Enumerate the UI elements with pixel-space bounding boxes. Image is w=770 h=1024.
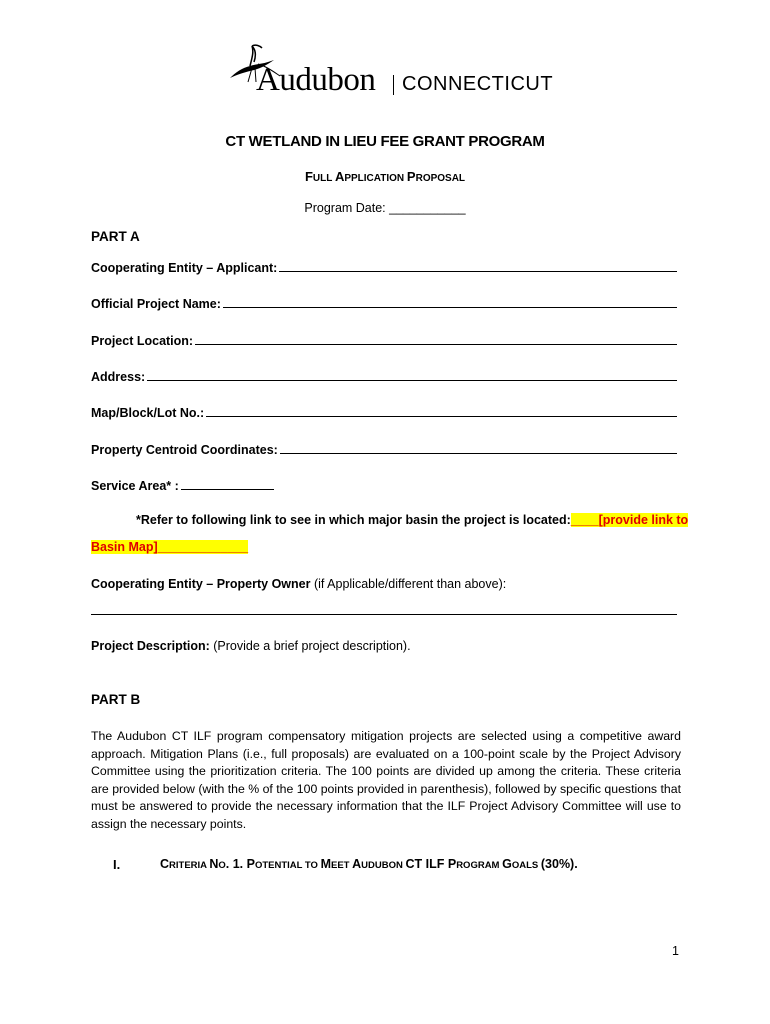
logo-wordmark: Audubon [256,62,376,98]
part-b-paragraph: The Audubon CT ILF program compensatory mitigation projects are selected using a competitive award approach. Mitigation Plans (i.e., full proposals) are evaluated on a 100-point scale by the Project Advisory Committee using the prioritization criteria. The 100 points are divided up among the criteria. These criteria are provided below (with the % of the 100 points provided in parenthesis), followed by specific questions that must be answered to provide the necessary information that the ILF Project Advisory Committee will use to assign the necessary points. [91,729,681,831]
basin-map-link-cont[interactable]: Basin Map]_____________ [91,540,249,554]
basin-map-link[interactable]: ____[provide link to [570,513,689,527]
document-subtitle: FULL APPLICATION PROPOSAL [304,169,466,184]
logo-divider [393,75,394,95]
part-a-heading: PART A [91,229,140,244]
project-description-label: Project Description: (Provide a brief project description). [91,639,411,653]
basin-reference-note-cont [91,540,248,554]
page-number: 1 [672,944,679,958]
property-owner-label: Cooperating Entity – Property Owner (if Applicable/different than above): [91,577,507,591]
program-date-field[interactable]: Program Date: ___________ [304,201,466,215]
criteria-number: I. [113,857,121,872]
centroid-coordinates-field[interactable]: Property Centroid Coordinates: [91,442,677,457]
service-area-field[interactable]: Service Area* : [91,478,274,493]
criteria-heading: CRITERIA NO. 1. POTENTIAL TO MEET AUDUBON CT ILF PROGRAM GOALS (30%). [160,857,578,871]
project-location-field[interactable]: Project Location: [91,333,677,348]
logo-state: CONNECTICUT [402,73,554,95]
document-title: CT WETLAND IN LIEU FEE GRANT PROGRAM [225,133,545,150]
applicant-field[interactable]: Cooperating Entity – Applicant: [91,260,677,275]
address-field[interactable]: Address: [91,369,677,384]
map-block-lot-field[interactable]: Map/Block/Lot No.: [91,405,677,420]
project-name-field[interactable]: Official Project Name: [91,296,677,311]
part-b-heading: PART B [91,692,141,707]
property-owner-field[interactable] [91,602,677,615]
basin-reference-note: *Refer to following link to see in which major basin the project is located:____[provide link to [136,513,689,527]
audubon-logo [222,42,552,102]
